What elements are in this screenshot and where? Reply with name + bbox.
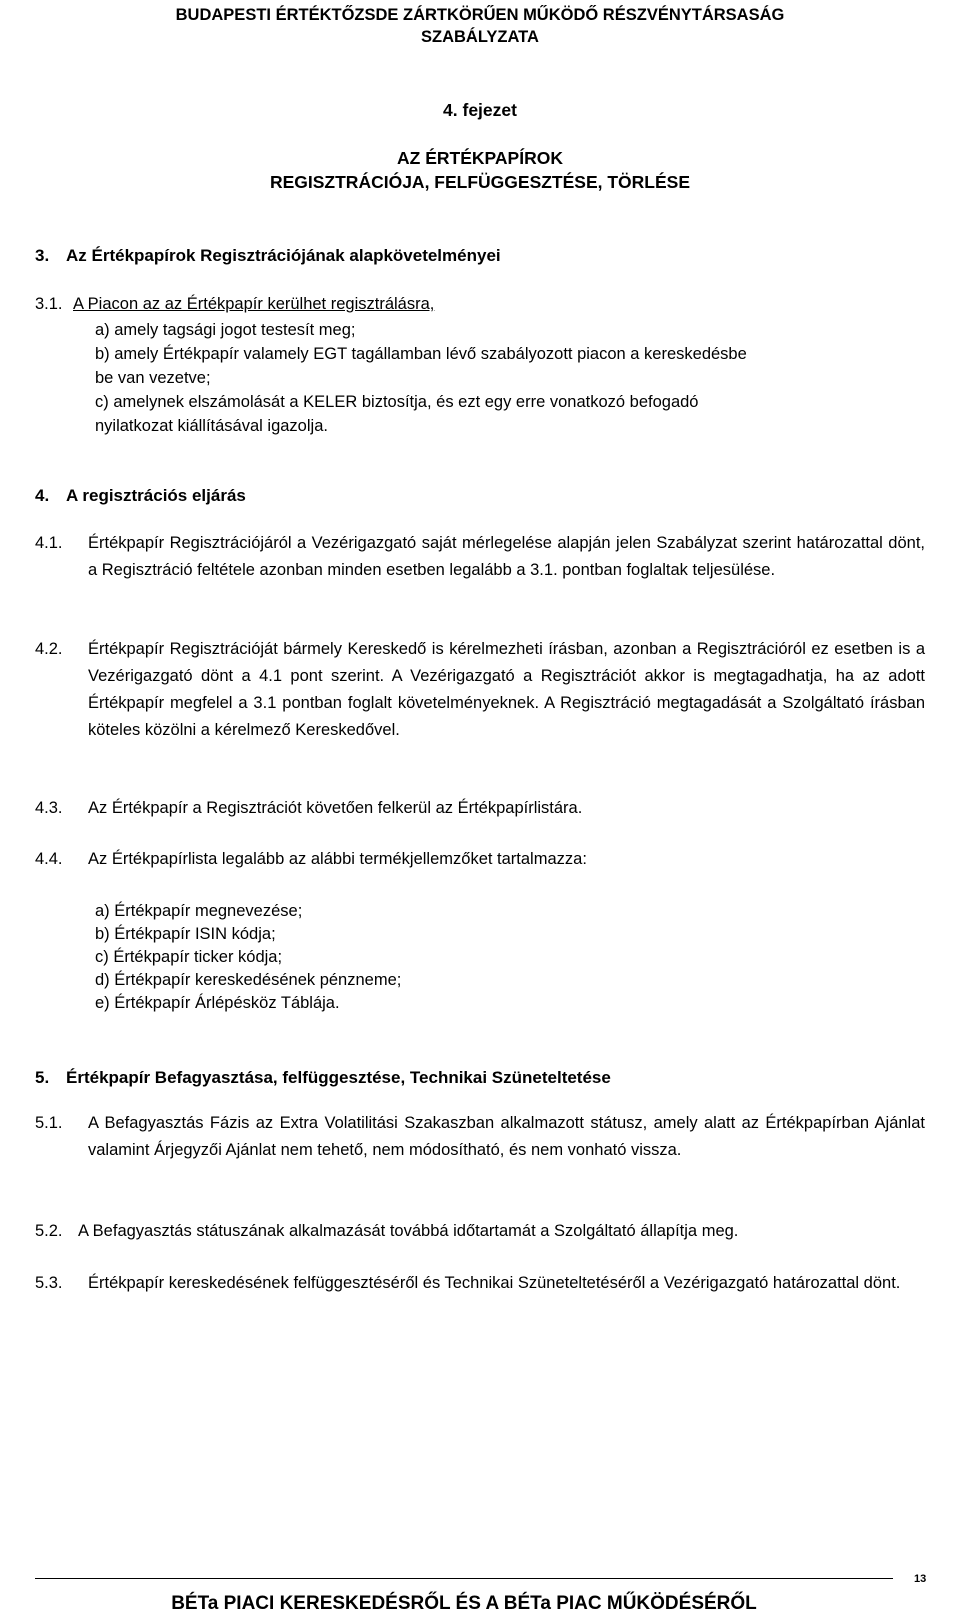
section-5-number: 5. bbox=[35, 1068, 50, 1087]
para-4-2-text: Értékpapír Regisztrációját bármely Kereskedő is kérelmezheti írásban, azonban a Regisztrációról ez esetben is a Vezérigazgató dönt a 4.1 pont szerint. A Vezérigazgató a Regisztrációt akkor is megtagadhatja, ha az adott Értékpapír megfelel a 3.1 pontban foglalt követelményeknek. A Regisztráció megtagadását a Szolgáltató írásban köteles közölni a kérelmező Kereskedővel. bbox=[88, 640, 925, 739]
chapter-title-line-1: AZ ÉRTÉKPAPÍROK bbox=[397, 148, 563, 168]
para-5-2-text: A Befagyasztás státuszának alkalmazását továbbá időtartamát a Szolgáltató állapítja meg. bbox=[78, 1222, 739, 1240]
para-5-3-number: 5.3. bbox=[35, 1274, 63, 1292]
para-3-1-number: 3.1. bbox=[35, 295, 63, 313]
list-item: a) Értékpapír megnevezése; bbox=[95, 902, 303, 920]
para-5-3-text: Értékpapír kereskedésének felfüggesztéséről és Technikai Szüneteltetéséről a Vezérigazgató határozattal dönt. bbox=[88, 1274, 901, 1292]
page-number: 13 bbox=[914, 1573, 927, 1585]
chapter-title-line-2: REGISZTRÁCIÓJA, FELFÜGGESZTÉSE, TÖRLÉSE bbox=[269, 172, 691, 192]
para-5-2-number: 5.2. bbox=[35, 1222, 63, 1240]
para-4-3-text: Az Értékpapír a Regisztrációt követően felkerül az Értékpapírlistára. bbox=[88, 799, 583, 817]
para-3-1-item-a: a) amely tagsági jogot testesít meg; bbox=[95, 321, 356, 339]
document-header-line-2: SZABÁLYZATA bbox=[421, 28, 539, 46]
list-item: d) Értékpapír kereskedésének pénzneme; bbox=[95, 971, 402, 989]
para-4-3-number: 4.3. bbox=[35, 799, 63, 817]
para-4-4-text: Az Értékpapírlista legalább az alábbi termékjellemzőket tartalmazza: bbox=[88, 850, 587, 868]
para-4-2-number: 4.2. bbox=[35, 640, 63, 658]
document-header-line-1: BUDAPESTI ÉRTÉKTŐZSDE ZÁRTKÖRŰEN MŰKÖDŐ RÉSZVÉNYTÁRSASÁG bbox=[175, 6, 785, 24]
para-4-1-text: Értékpapír Regisztrációjáról a Vezérigazgató saját mérlegelése alapján jelen Szabályzat szerint határozattal dönt, a Regisztráció feltétele azonban minden esetben legalább a 3.1. pontban foglaltak teljesülése. bbox=[88, 534, 925, 579]
para-3-1-item-b: b) amely Értékpapír valamely EGT tagállamban lévő szabályozott piacon a kereskedésbe bbox=[95, 345, 747, 363]
product-attributes-list bbox=[95, 900, 401, 1015]
section-3-number: 3. bbox=[35, 246, 50, 265]
section-4-number: 4. bbox=[35, 486, 50, 505]
para-3-1-item-c-cont: nyilatkozat kiállításával igazolja. bbox=[95, 417, 328, 435]
para-5-1-text: A Befagyasztás Fázis az Extra Volatilitási Szakaszban alkalmazott státusz, amely alatt az Értékpapírban Ajánlat valamint Árjegyzői Ajánlat nem tehető, nem módosítható, és nem vonható vissza. bbox=[88, 1114, 925, 1159]
para-3-1-item-c: c) amelynek elszámolását a KELER biztosítja, és ezt egy erre vonatkozó befogadó bbox=[95, 393, 699, 411]
section-3-title: Az Értékpapírok Regisztrációjának alapkövetelményei bbox=[66, 246, 501, 265]
para-3-1-text: A Piacon az az Értékpapír kerülhet regisztrálásra, bbox=[73, 295, 435, 313]
para-3-1-item-b-cont: be van vezetve; bbox=[95, 369, 211, 387]
list-item: c) Értékpapír ticker kódja; bbox=[95, 948, 283, 966]
list-item: b) Értékpapír ISIN kódja; bbox=[95, 925, 276, 943]
footer-title: BÉTa PIACI KERESKEDÉSRŐL ÉS A BÉTa PIAC MŰKÖDÉSÉRŐL bbox=[171, 1593, 757, 1614]
section-4-title: A regisztrációs eljárás bbox=[66, 486, 246, 505]
list-item: e) Értékpapír Árlépésköz Táblája. bbox=[95, 994, 340, 1012]
para-5-1-number: 5.1. bbox=[35, 1114, 63, 1132]
para-4-4-number: 4.4. bbox=[35, 850, 63, 868]
section-5-title: Értékpapír Befagyasztása, felfüggesztése, Technikai Szüneteltetése bbox=[66, 1068, 611, 1087]
para-4-1-number: 4.1. bbox=[35, 534, 63, 552]
chapter-label: 4. fejezet bbox=[443, 100, 517, 120]
footer-rule bbox=[35, 1578, 893, 1579]
para-3-1-items bbox=[95, 318, 747, 438]
